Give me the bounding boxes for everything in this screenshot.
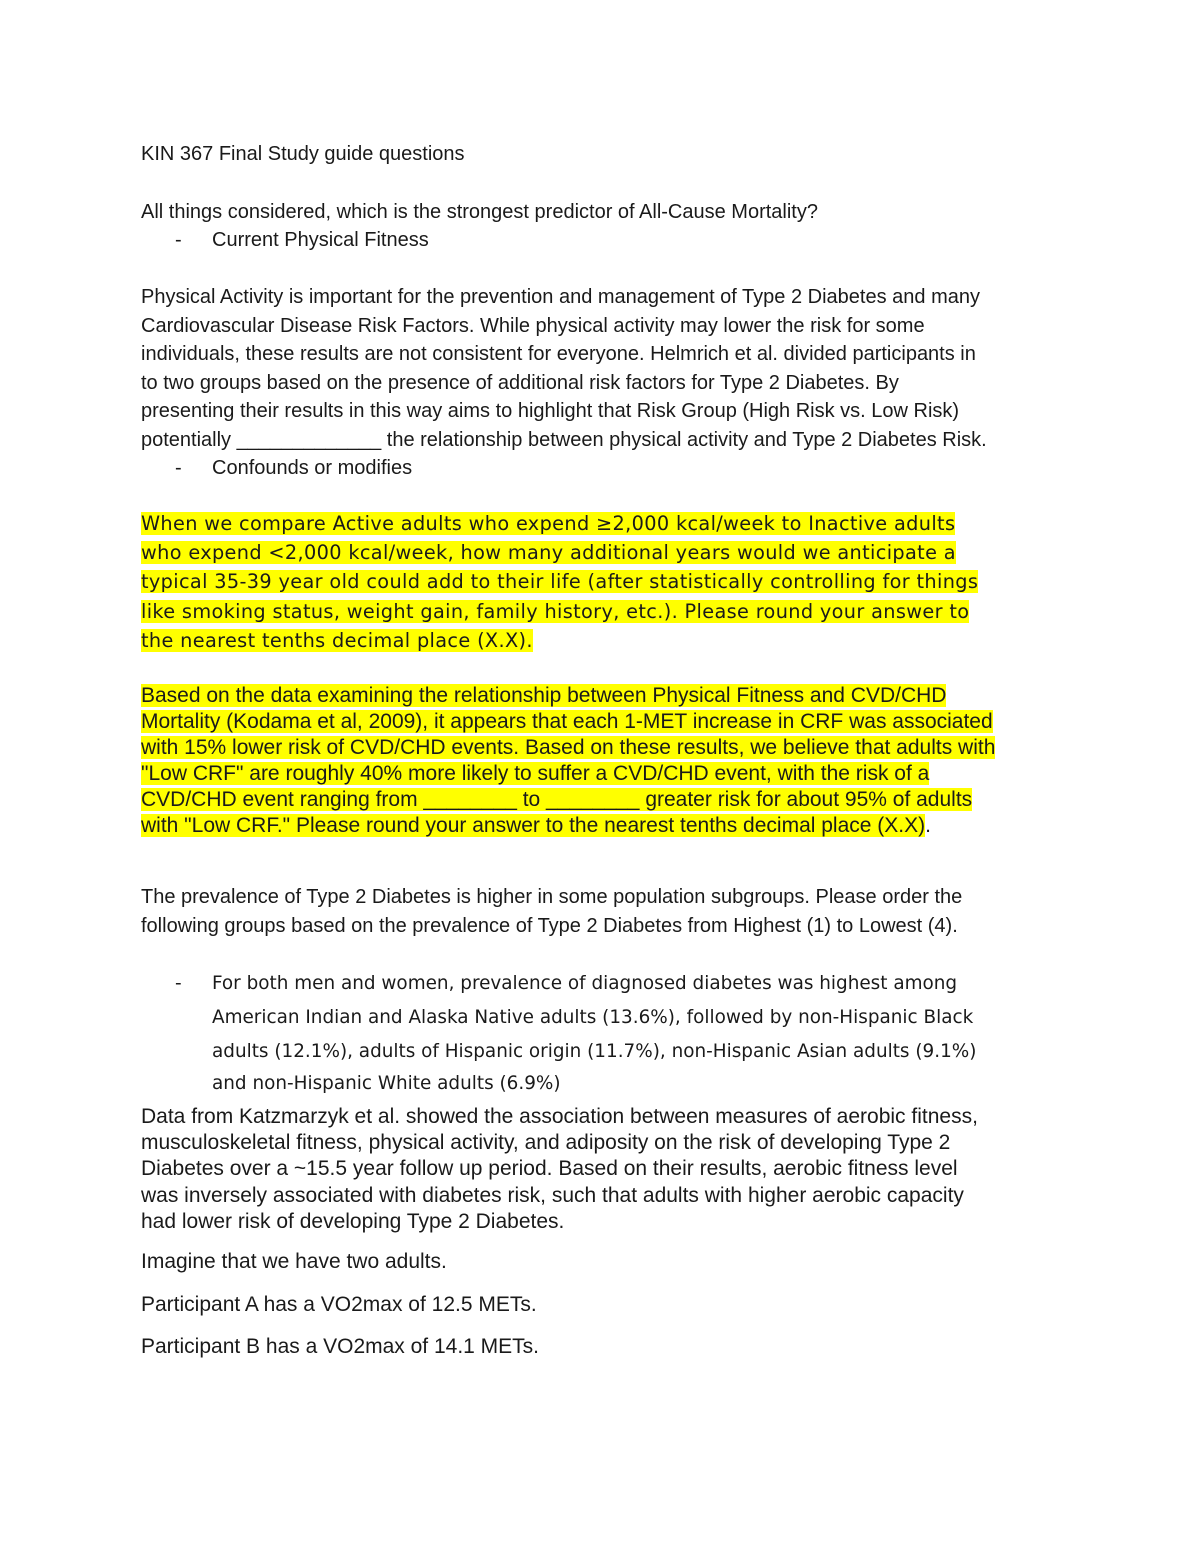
question-4-highlighted: Based on the data examining the relationship between Physical Fitness and CVD/CHD Mortality (Kodama et al, 2009), it appears that each 1-MET increase in CRF was associated with 15% lower risk of CVD/CHD events. Based on these results, we believe that adults with "Low CRF" are roughly 40% more likely to suffer a CVD/CHD event, with the risk of a CVD/CHD event ranging from ________ to ________ greater risk for about 95% of adults with "Low CRF." Please round your answer to the nearest tenths decimal place (X.X). [141,684,996,837]
participant-b-text: Participant B has a VO2max of 14.1 METs. [141,1335,540,1358]
question-6: Data from Katzmarzyk et al. showed the association between measures of aerobic fitness, musculoskeletal fitness, physical activity, and adiposity on the risk of developing Type 2 Diabetes over a ~15.5 year follow up period. Based on their results, aerobic fitness level was inversely associated with diabetes risk, such that adults with higher aerobic capacity had lower risk of developing Type 2 Diabetes. [141,1105,978,1233]
document-title: KIN 367 Final Study guide questions [141,143,465,165]
bullet-dash: - [175,973,182,994]
participant-a-text: Participant A has a VO2max of 12.5 METs. [141,1293,537,1316]
bullet-dash: - [175,457,182,479]
bullet-dash: - [175,229,182,251]
document-page: KIN 367 Final Study guide questions All things considered, which is the strongest predictor of All-Cause Mortality? - Current Physical Fitness Physical Activity is important for the prevention and management of Type 2 Diabetes and many Cardiovascular Disease Risk Factors. While physical activity may lower the risk for some individuals, these results are not consistent for everyone. Helmrich et al. divided participants in to two groups based on the presence of additional risk factors for Type 2 Diabetes. By presenting their results in this way aims to highlight that Risk Group (High Risk vs. Low Risk) potentially _____________ the relationship between physical activity and Type 2 Diabetes Risk. - Confounds or modifies When we compare Active adults who expend ≥2,000 kcal/week to Inactive adults who expend <2,000 kcal/week, how many additional years would we anticipate a typical 35-39 year old could add to their life (after statistically controlling for things like smoking status, weight gain, family history, etc.). Please round your answer to the nearest tenths decimal place (X.X). Based on the data examining the relationship between Physical Fitness and CVD/CHD Mortality (Kodama et al, 2009), it appears that each 1-MET increase in CRF was associated with 15% lower risk of CVD/CHD events. Based on these results, we believe that adults with "Low CRF" are roughly 40% more likely to suffer a CVD/CHD event, with the risk of a CVD/CHD event ranging from ________ to ________ greater risk for about 95% of adults with "Low CRF." Please round your answer to the nearest tenths decimal place (X.X). The prevalence of Type 2 Diabetes is higher in some population subgroups. Please order the following groups based on the prevalence of Type 2 Diabetes from Highest (1) to Lowest (4). - For both men and women, prevalence of diagnosed diabetes was highest among American Indian and Alaska Native adults (13.6%), followed by non-Hispanic Black adults (12.1%), adults of Hispanic origin (11.7%), non-Hispanic Asian adults (9.1%) and non-Hispanic White adults (6.9%) Data from Katzmarzyk et al. showed the association between measures of aerobic fitness, musculoskeletal fitness, physical activity, and adiposity on the risk of developing Type 2 Diabetes over a ~15.5 year follow up period. Based on their results, aerobic fitness level was inversely associated with diabetes risk, such that adults with higher aerobic capacity had lower risk of developing Type 2 Diabetes. Imagine that we have two adults. Participant A has a VO2max of 12.5 METs. Participant B has a VO2max of 14.1 METs. [0,0,1200,1553]
question-2: Physical Activity is important for the prevention and management of Type 2 Diabetes and many Cardiovascular Disease Risk Factors. While physical activity may lower the risk for some individuals, these results are not consistent for everyone. Helmrich et al. divided participants in to two groups based on the presence of additional risk factors for Type 2 Diabetes. By presenting their results in this way aims to highlight that Risk Group (High Risk vs. Low Risk) potentially _____________ the relationship between physical activity and Type 2 Diabetes Risk. [141,286,987,451]
question-1: All things considered, which is the strongest predictor of All-Cause Mortality? [141,201,818,223]
imagine-text: Imagine that we have two adults. [141,1250,447,1273]
question-5: The prevalence of Type 2 Diabetes is higher in some population subgroups. Please order the following groups based on the prevalence of Type 2 Diabetes from Highest (1) to Lowest (4). [141,886,963,937]
question-3-highlighted: When we compare Active adults who expend ≥2,000 kcal/week to Inactive adults who expend <2,000 kcal/week, how many additional years would we anticipate a typical 35-39 year old could add to their life (after statistically controlling for things like smoking status, weight gain, family history, etc.). Please round your answer to the nearest tenths decimal place (X.X). [141,512,979,652]
